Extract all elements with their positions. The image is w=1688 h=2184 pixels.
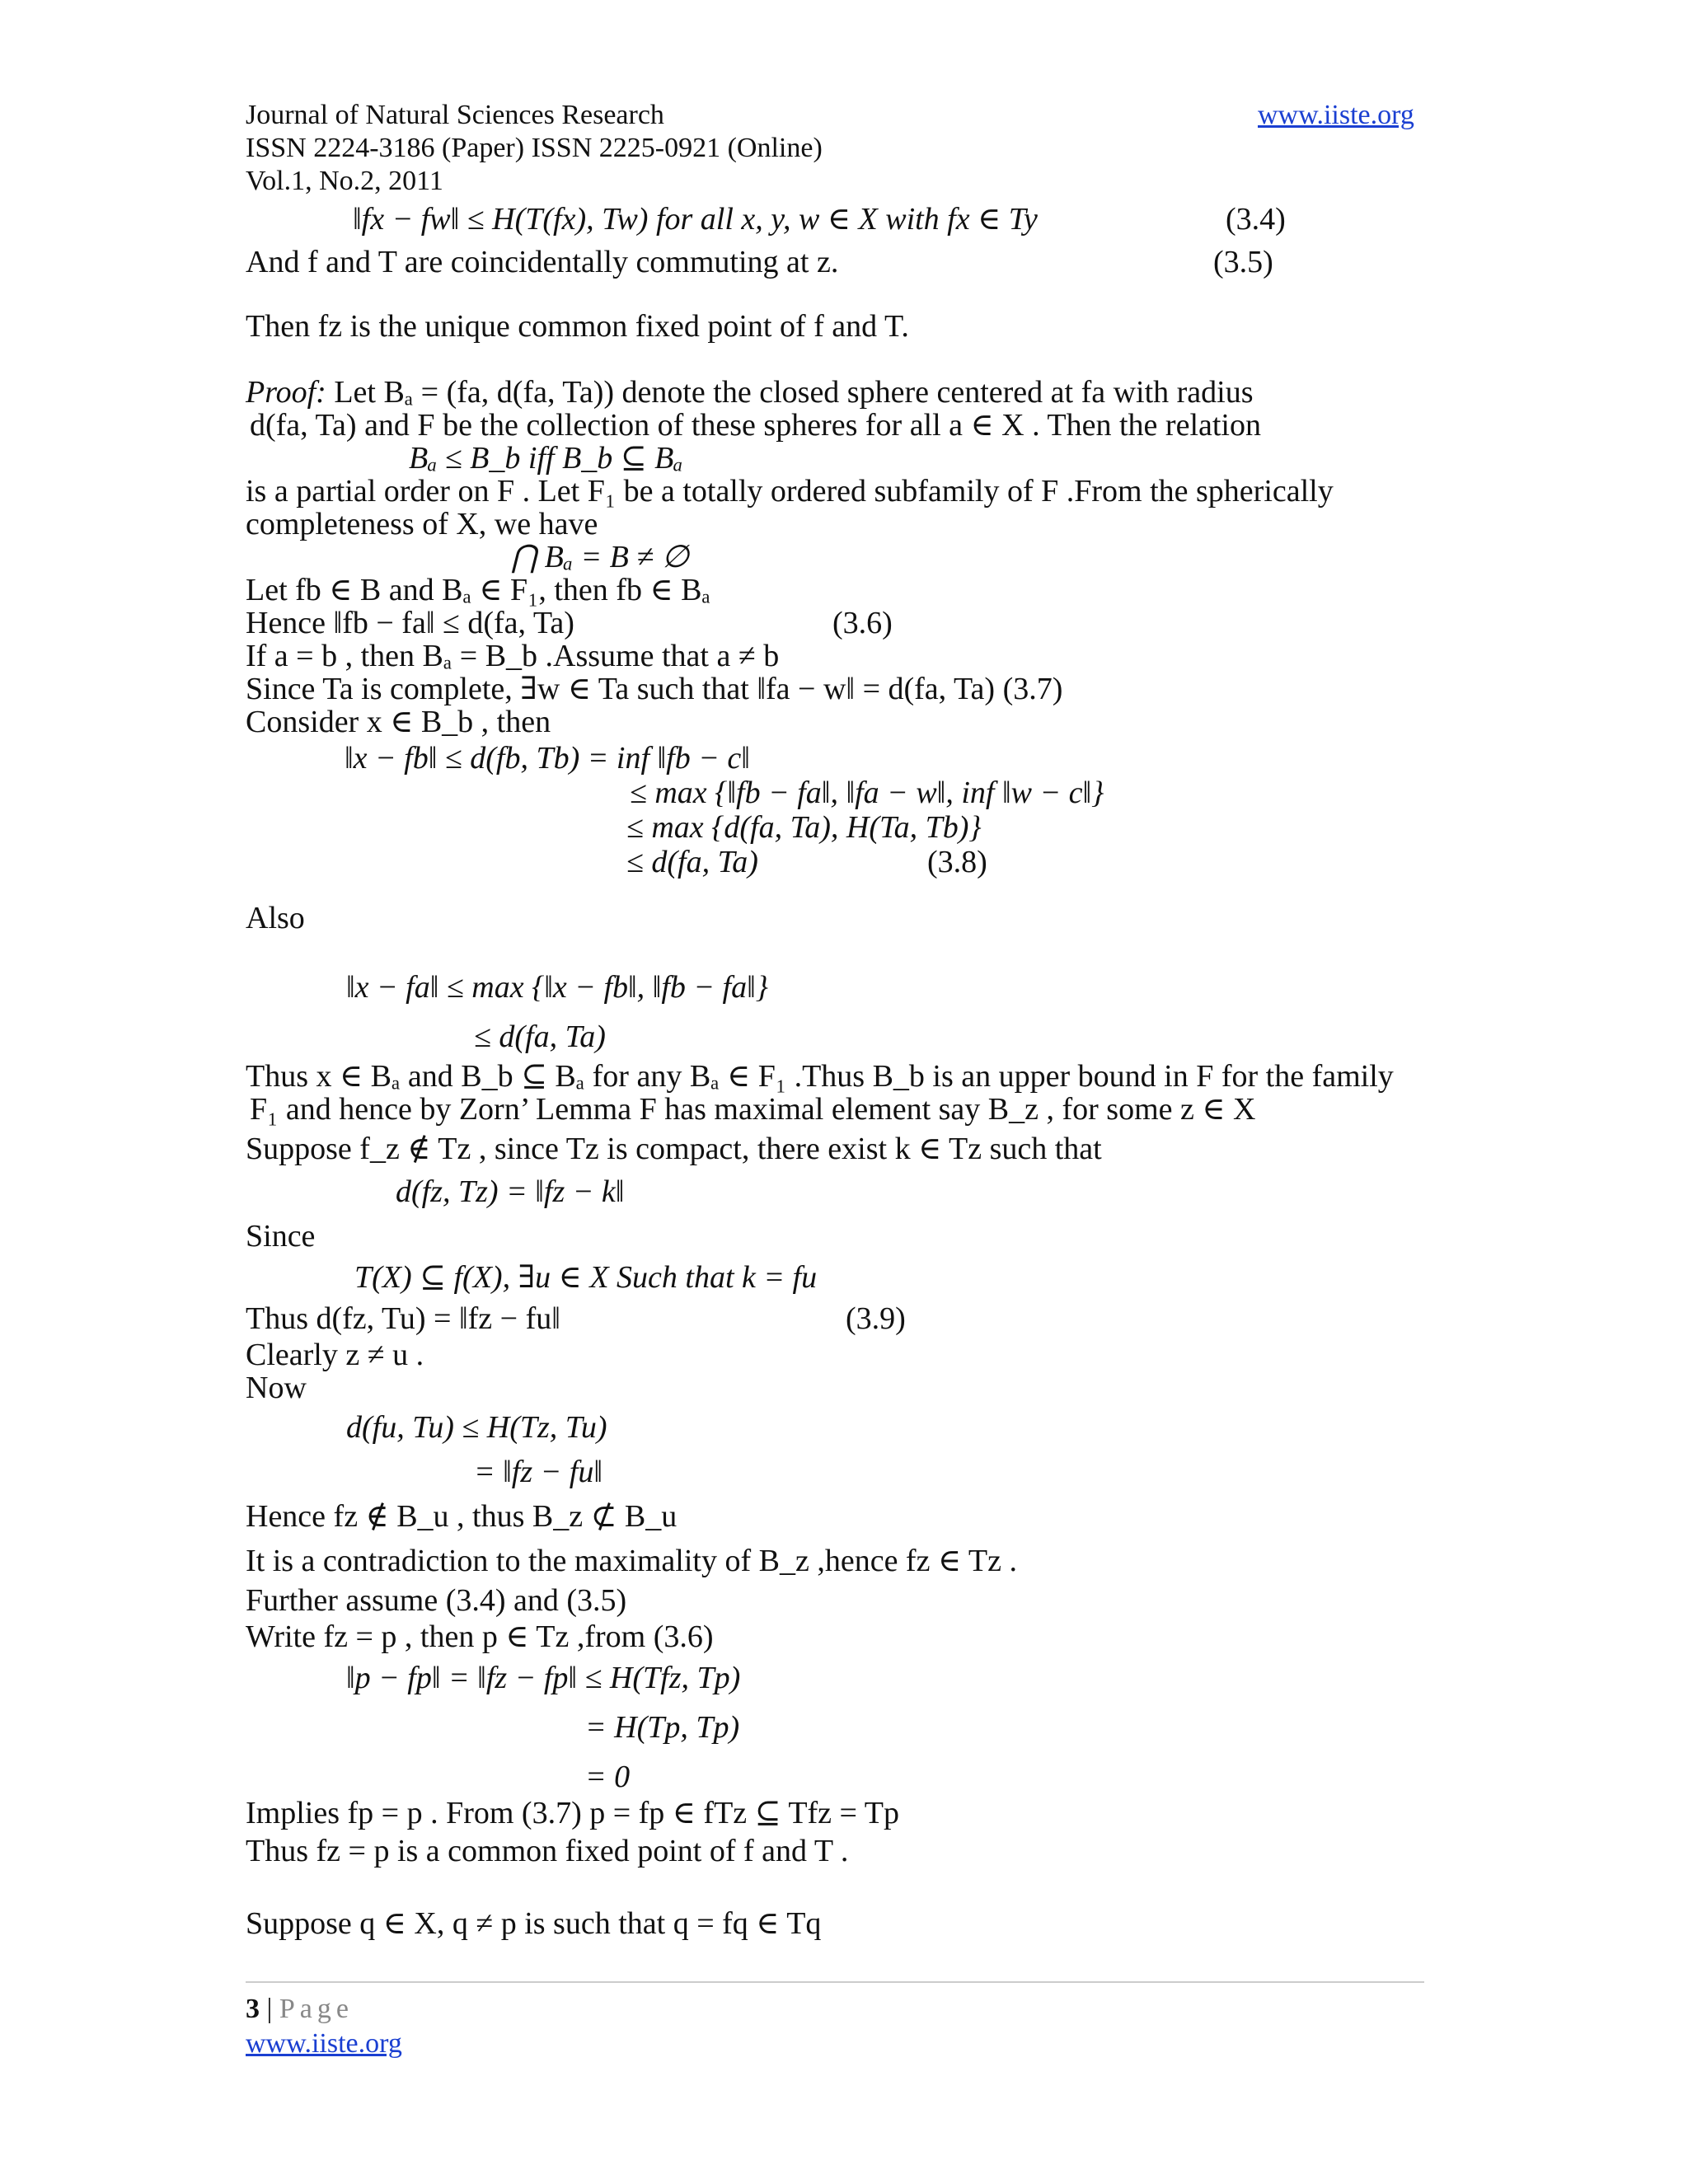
paragraph-line: If a = b , then Bₐ = B_b .Assume that a ≠ b [246,639,780,673]
math-line: ‖x − fb‖ ≤ d(fb, Tb) = inf ‖fb − c‖ [345,741,750,776]
math-line: ≤ max {d(fa, Ta), H(Ta, Tb)} [626,810,982,845]
paragraph-line: Clearly z ≠ u . [246,1338,424,1372]
paragraph-line: Suppose q ∈ X, q ≠ p is such that q = fq ∈ Tq [246,1906,822,1941]
paragraph-line: And f and T are coincidentally commuting at z. [246,245,839,279]
math-line: ≤ d(fa, Ta) [474,1019,606,1054]
math-line: T(X) ⊆ f(X), ∃u ∈ X Such that k = fu [354,1260,818,1295]
paragraph-line: completeness of X, we have [246,507,598,541]
math-line: ‖x − fa‖ ≤ max {‖x − fb‖, ‖fb − fa‖} [346,970,768,1005]
equation-3-4: ‖fx − fw‖ ≤ H(T(fx), Tw) for all x, y, w ∈ X with fx ∈ Ty [353,202,1038,237]
page-separator: | [260,1994,279,2024]
paragraph-line: Implies fp = p . From (3.7) p = fp ∈ fTz ⊆ Tfz = Tp [246,1796,900,1830]
journal-title: Journal of Natural Sciences Research [246,100,664,130]
page-word: Page [279,1994,354,2024]
equation-number: (3.9) [846,1301,906,1336]
math-line: = 0 [585,1760,631,1794]
paragraph-line: Consider x ∈ B_b , then [246,705,551,739]
math-line: = ‖fz − fu‖ [474,1455,603,1489]
paragraph-line: Since [246,1219,316,1254]
paragraph-line: Thus x ∈ Bₐ and B_b ⊆ Bₐ for any Bₐ ∈ F₁ .Thus B_b is an upper bound in F for the family [246,1059,1394,1094]
paragraph-line: is a partial order on F . Let F₁ be a totally ordered subfamily of F .From the spherically [246,474,1334,509]
paragraph-line: Suppose f_z ∉ Tz , since Tz is compact, there exist k ∈ Tz such that [246,1132,1102,1166]
equation-number: (3.6) [832,606,893,640]
page-footer [246,1993,354,2026]
proof-text: Let Bₐ = (fa, d(fa, Ta)) denote the closed sphere centered at fa with radius [326,375,1254,410]
paragraph-line: Also [246,901,305,935]
math-line: ‖p − fp‖ = ‖fz − fp‖ ≤ H(Tfz, Tp) [346,1661,741,1695]
relation-equation: Bₐ ≤ B_b iff B_b ⊆ Bₐ [409,441,683,476]
equation-number: (3.8) [927,845,987,879]
footer-divider [246,1981,1424,1983]
paragraph-line: Thus d(fz, Tu) = ‖fz − fu‖ [246,1301,560,1336]
math-line: = H(Tp, Tp) [585,1710,740,1745]
equation-number: (3.5) [1213,245,1273,279]
issn-line: ISSN 2224-3186 (Paper) ISSN 2225-0921 (Online) [246,133,823,163]
math-line: ≤ d(fa, Ta) [626,845,758,879]
math-line: d(fu, Tu) ≤ H(Tz, Tu) [346,1410,607,1445]
intersection-equation: ⋂ Bₐ = B ≠ ∅ [511,540,689,574]
paragraph-line: d(fa, Ta) and F be the collection of these spheres for all a ∈ X . Then the relation [250,408,1261,443]
paragraph-line: Let fb ∈ B and Bₐ ∈ F₁, then fb ∈ Bₐ [246,573,710,607]
equation-number: (3.4) [1226,202,1286,237]
proof-line [246,374,1254,410]
paragraph-line: Now [246,1371,307,1405]
volume-line: Vol.1, No.2, 2011 [246,166,443,196]
footer-site-link[interactable]: www.iiste.org [246,2028,402,2059]
journal-site-link[interactable]: www.iiste.org [1258,100,1414,130]
proof-label: Proof: [246,375,326,410]
math-line: ≤ max {‖fb − fa‖, ‖fa − w‖, inf ‖w − c‖} [630,776,1104,810]
page-number: 3 [246,1994,260,2024]
paragraph-line: Hence fz ∉ B_u , thus B_z ⊄ B_u [246,1499,678,1534]
paragraph-line: Write fz = p , then p ∈ Tz ,from (3.6) [246,1619,714,1654]
paragraph-line: Thus fz = p is a common fixed point of f and T . [246,1834,849,1868]
paragraph-line: Since Ta is complete, ∃w ∈ Ta such that ‖fa − w‖ = d(fa, Ta) (3.7) [246,672,1063,706]
math-line: d(fz, Tz) = ‖fz − k‖ [396,1174,625,1209]
paragraph-line: Further assume (3.4) and (3.5) [246,1583,627,1618]
paragraph-line: F₁ and hence by Zorn’ Lemma F has maximal element say B_z , for some z ∈ X [250,1092,1256,1127]
theorem-conclusion: Then fz is the unique common fixed point of f and T. [246,309,909,344]
paragraph-line: It is a contradiction to the maximality of B_z ,hence fz ∈ Tz . [246,1544,1017,1578]
paragraph-line: Hence ‖fb − fa‖ ≤ d(fa, Ta) [246,606,574,640]
